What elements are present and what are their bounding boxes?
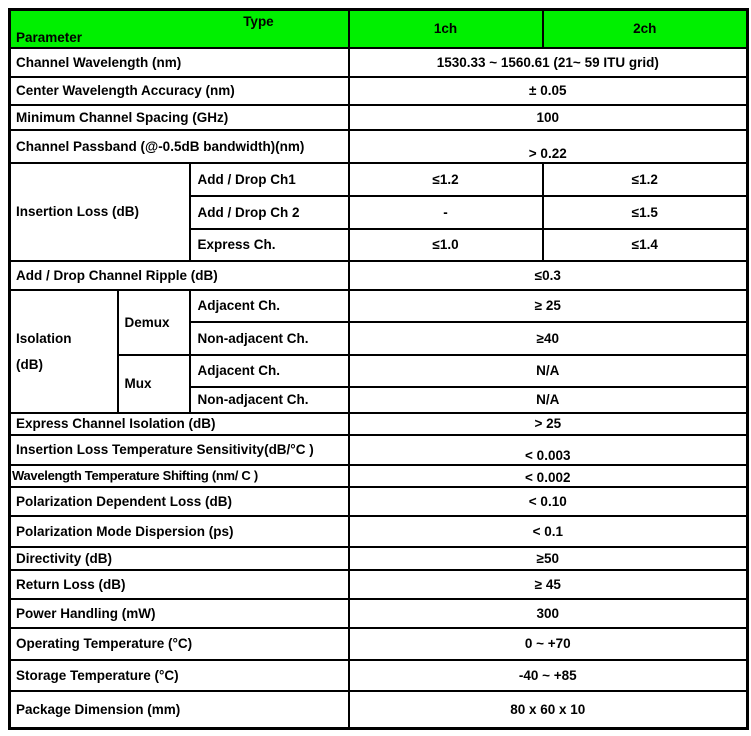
- table-row: [10, 465, 748, 487]
- row-label-operating-temperature: Operating Temperature (°C): [10, 628, 349, 660]
- table-row: [10, 435, 748, 465]
- isolation-mux-non-adjacent-label: Non-adjacent Ch.: [190, 387, 349, 413]
- row-label-package-dimension: Package Dimension (mm): [10, 691, 349, 729]
- isolation-mux-non-adjacent-value: N/A: [349, 387, 748, 413]
- table-row: [10, 547, 748, 570]
- header-col-1ch: 1ch: [349, 10, 543, 48]
- insertion-loss-ch2-add-drop-ch2: ≤1.5: [543, 196, 748, 229]
- isolation-demux-non-adjacent-value: ≥40: [349, 322, 748, 355]
- row-value-express-channel-isolation: > 25: [349, 413, 748, 435]
- table-row: [10, 599, 748, 628]
- insertion-loss-ch1-express-ch: ≤1.0: [349, 229, 543, 261]
- row-label-express-channel-isolation: Express Channel Isolation (dB): [10, 413, 349, 435]
- isolation-group-demux: Demux: [118, 290, 190, 355]
- table-row: [10, 105, 748, 130]
- row-value-storage-temperature: -40 ~ +85: [349, 660, 748, 691]
- row-label-storage-temperature: Storage Temperature (°C): [10, 660, 349, 691]
- row-value-package-dimension: 80 x 60 x 10: [349, 691, 748, 729]
- isolation-label-line1: Isolation: [16, 330, 72, 346]
- isolation-demux-adjacent-value: ≥ 25: [349, 290, 748, 322]
- row-label-insertion-loss-temp-sensitivity: Insertion Loss Temperature Sensitivity(dB/°C ): [10, 435, 349, 465]
- isolation-group-mux: Mux: [118, 355, 190, 413]
- header-type-label: Type: [243, 14, 274, 29]
- row-value-return-loss: ≥ 45: [349, 570, 748, 599]
- row-value-power-handling: 300: [349, 599, 748, 628]
- row-value-add-drop-channel-ripple: ≤0.3: [349, 261, 748, 290]
- row-value-wavelength-temp-shifting: < 0.002: [349, 465, 748, 487]
- row-value-operating-temperature: 0 ~ +70: [349, 628, 748, 660]
- row-value-minimum-channel-spacing: 100: [349, 105, 748, 130]
- table-row: [10, 691, 748, 729]
- table-row: [10, 628, 748, 660]
- isolation-label-line2: (dB): [16, 356, 43, 372]
- table-row: [10, 130, 748, 163]
- table-row: [10, 516, 748, 547]
- table-row: [10, 48, 748, 77]
- table-row: [10, 163, 748, 196]
- header-col-2ch: 2ch: [543, 10, 748, 48]
- isolation-mux-adjacent-label: Adjacent Ch.: [190, 355, 349, 387]
- row-label-return-loss: Return Loss (dB): [10, 570, 349, 599]
- insertion-loss-ch1-add-drop-ch1: ≤1.2: [349, 163, 543, 196]
- insertion-loss-ch2-add-drop-ch1: ≤1.2: [543, 163, 748, 196]
- insertion-loss-label: Insertion Loss (dB): [10, 163, 190, 261]
- row-label-add-drop-channel-ripple: Add / Drop Channel Ripple (dB): [10, 261, 349, 290]
- isolation-demux-non-adjacent-label: Non-adjacent Ch.: [190, 322, 349, 355]
- insertion-loss-sub-label-add-drop-ch2: Add / Drop Ch 2: [190, 196, 349, 229]
- table-row: [10, 355, 748, 387]
- table-row: [10, 413, 748, 435]
- insertion-loss-sub-label-add-drop-ch1: Add / Drop Ch1: [190, 163, 349, 196]
- row-label-polarization-mode-dispersion: Polarization Mode Dispersion (ps): [10, 516, 349, 547]
- row-value-center-wavelength-accuracy: ± 0.05: [349, 77, 748, 105]
- row-value-directivity: ≥50: [349, 547, 748, 570]
- row-value-channel-passband: > 0.22: [349, 130, 748, 163]
- spec-table: [8, 8, 749, 730]
- row-value-channel-wavelength: 1530.33 ~ 1560.61 (21~ 59 ITU grid): [349, 48, 748, 77]
- table-row: [10, 487, 748, 516]
- row-label-center-wavelength-accuracy: Center Wavelength Accuracy (nm): [10, 77, 349, 105]
- isolation-demux-adjacent-label: Adjacent Ch.: [190, 290, 349, 322]
- row-value-polarization-dependent-loss: < 0.10: [349, 487, 748, 516]
- insertion-loss-ch1-add-drop-ch2: -: [349, 196, 543, 229]
- isolation-mux-adjacent-value: N/A: [349, 355, 748, 387]
- row-label-channel-wavelength: Channel Wavelength (nm): [10, 48, 349, 77]
- table-row: [10, 290, 748, 322]
- row-label-wavelength-temp-shifting: Wavelength Temperature Shifting (nm/ C ): [10, 465, 349, 487]
- header-parameter-label: Parameter: [16, 29, 83, 45]
- row-label-directivity: Directivity (dB): [10, 547, 349, 570]
- row-value-insertion-loss-temp-sensitivity: < 0.003: [349, 435, 748, 465]
- insertion-loss-sub-label-express-ch: Express Ch.: [190, 229, 349, 261]
- isolation-label: [10, 290, 118, 413]
- table-row: [10, 660, 748, 691]
- table-row: [10, 77, 748, 105]
- table-row: [10, 570, 748, 599]
- row-label-minimum-channel-spacing: Minimum Channel Spacing (GHz): [10, 105, 349, 130]
- header-type-parameter-cell: [10, 10, 349, 48]
- row-label-polarization-dependent-loss: Polarization Dependent Loss (dB): [10, 487, 349, 516]
- row-value-polarization-mode-dispersion: < 0.1: [349, 516, 748, 547]
- row-label-power-handling: Power Handling (mW): [10, 599, 349, 628]
- insertion-loss-ch2-express-ch: ≤1.4: [543, 229, 748, 261]
- row-label-channel-passband: Channel Passband (@-0.5dB bandwidth)(nm): [10, 130, 349, 163]
- table-row: [10, 261, 748, 290]
